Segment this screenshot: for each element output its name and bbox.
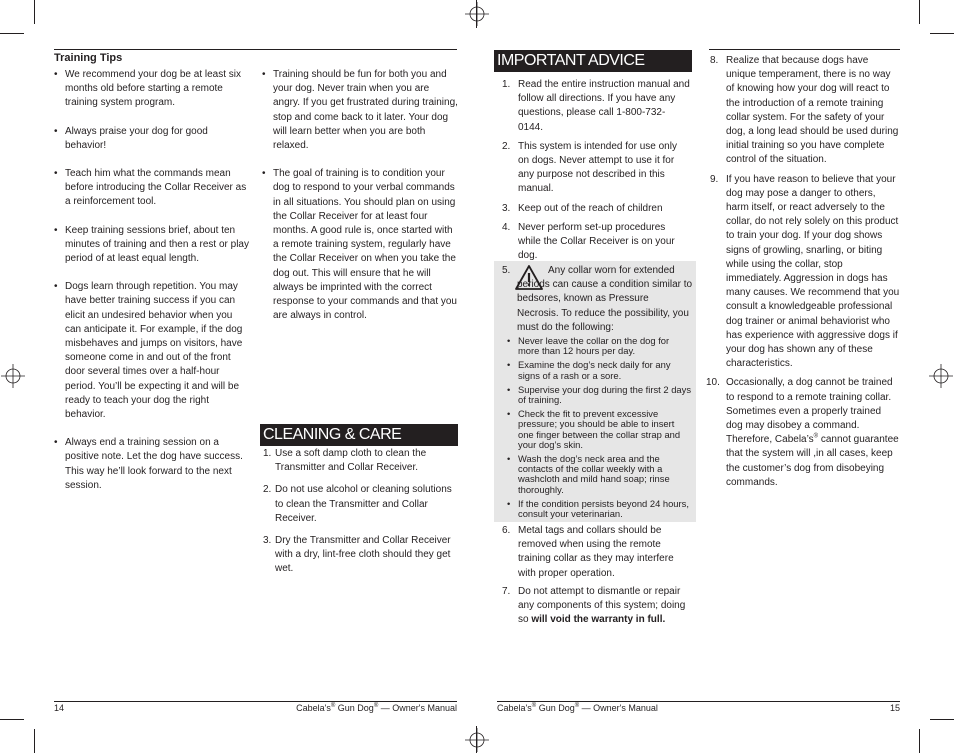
registered-mark: ®: [574, 703, 580, 709]
training-tips-heading: Training Tips: [54, 52, 123, 64]
item-number: 6.: [502, 525, 511, 536]
list-item: [263, 447, 458, 475]
crop-mark: [919, 729, 920, 753]
brand-name: Cabela's: [497, 703, 532, 713]
item-text: Never perform set-up procedures while the Collar Receiver is on your dog.: [518, 221, 675, 262]
item-text: This system is intended for use only on dogs. Never attempt to use it for any purpose not described in this manual.: [518, 140, 677, 195]
registered-mark: ®: [531, 703, 537, 709]
registration-mark-icon: [929, 364, 953, 388]
training-tips-column-2: [262, 68, 458, 323]
item-number: 3.: [502, 202, 511, 214]
warning-box: [494, 261, 696, 522]
list-item: • Teach him what the commands mean before introducing the Collar Receiver as a reinforcement tool.: [54, 167, 250, 210]
item-text: Occasionally, a dog cannot be trained to respond to a remote training collar. Sometimes even a properly trained dog may disobey a command. Therefore, Cabela’s: [726, 377, 893, 446]
warranty-warning: will void the warranty in full.: [531, 614, 666, 626]
item-text: Read the entire instruction manual and follow all directions. If you have any questions, please call 1-800-732-0144.: [518, 79, 690, 133]
list-item: [502, 202, 690, 216]
item-text: Do not attempt to dismantle or repair any components of this system; doing so: [518, 585, 686, 626]
training-tips-column-1: [54, 68, 250, 493]
item-number: 9.: [710, 173, 719, 185]
item-text: Metal tags and collars should be removed when using the remote training collar as they may interfere with proper operation.: [518, 525, 674, 579]
list-item: [502, 585, 690, 628]
list-item: [710, 173, 900, 372]
cleaning-care-heading: CLEANING & CARE: [260, 424, 458, 446]
list-item: [502, 524, 690, 581]
footer-rule: [54, 701, 457, 702]
manual-name: — Owner's Manual: [581, 703, 658, 713]
registered-mark: ®: [813, 433, 819, 440]
product-name: Gun Dog: [337, 703, 374, 713]
important-advice-heading: IMPORTANT ADVICE: [494, 50, 692, 72]
list-item: • Keep training sessions brief, about ten minutes of training and then a rest or play period of at least equal length.: [54, 224, 250, 267]
item-number: 7.: [502, 585, 511, 597]
list-item: • Training should be fun for both you and your dog. Never train when you are angry. If you get frustrated during training, stop and come back to it later. Your dog will learn better when you are both relaxed.: [262, 68, 458, 153]
list-item: [706, 376, 900, 490]
registration-mark-icon: [465, 2, 489, 26]
item-number: 10.: [706, 377, 720, 389]
list-item: • Supervise your dog during the first 2 days of training.: [507, 385, 691, 405]
crop-mark: [34, 729, 35, 753]
list-item: • The goal of training is to condition your dog to respond to your verbal commands in all situations. You should plan on using the Collar Receiver for at least four months. A good rule is, once started with a remote training system, regularly have the Collar Receiver on when you take the dog out. This will ensure that he will always be imprinted with the correct response to your commands and that you are always in control.: [262, 167, 458, 323]
list-item: [502, 78, 690, 135]
brand-name: Cabela's: [296, 703, 331, 713]
list-item: • Always end a training session on a positive note. Let the dog have success. This way he’ll look forward to the next session.: [54, 436, 250, 493]
crop-mark: [34, 0, 35, 24]
item-number: 5.: [502, 265, 511, 276]
advice-list-b: [502, 524, 690, 627]
list-item: • Never leave the collar on the dog for more than 12 hours per day.: [507, 336, 691, 356]
item-number: 1.: [263, 448, 272, 459]
item-text: Keep out of the reach of children: [518, 202, 663, 214]
list-item: • Wash the dog’s neck area and the contacts of the collar weekly with a washcloth and mild hand soap; rinse thoroughly.: [507, 454, 691, 495]
list-item: • Always praise your dog for good behavior!: [54, 125, 250, 153]
page-number: 15: [889, 703, 900, 713]
list-item: [502, 140, 690, 197]
list-item: [502, 221, 690, 264]
list-item: • If the condition persists beyond 24 hours, consult your veterinarian.: [507, 499, 691, 519]
item-number: 2.: [502, 140, 511, 152]
item-number: 3.: [263, 535, 272, 547]
item-text: If you have reason to believe that your dog may pose a danger to others, harm itself, or react adversely to the collar, do not rely solely on this product to train your dog. If your dog shows signs of growling, snarling, or biting while using the collar, stop immediately. Aggression in dogs has many causes. We recommend that you consult a knowledgeable professional dog trainer or animal behaviorist who has experience with aggressive dogs if your dog has shown any of these characteristics.: [726, 173, 900, 370]
advice-list-a: [502, 78, 690, 263]
item-number: 1.: [502, 79, 511, 90]
item-number: 2.: [263, 484, 272, 496]
item-number: 8.: [710, 55, 719, 66]
item-text: cannot guarantee that the system will ,in all cases, keep the customer’s dog from disobeying commands.: [726, 434, 899, 488]
item-text: Dry the Transmitter and Collar Receiver with a dry, lint-free cloth should they get wet.: [275, 535, 451, 575]
manual-name: — Owner's Manual: [380, 703, 457, 713]
list-item: [710, 54, 900, 168]
list-item: • We recommend your dog be at least six months old before starting a remote training system program.: [54, 68, 250, 111]
warning-text: Any collar worn for extended periods can cause a condition similar to bedsores, known as Pressure Necrosis. To reduce the possibility, you must do the following:: [517, 265, 693, 333]
top-rule: [54, 49, 457, 50]
footer-rule: [497, 701, 900, 702]
item-text: Do not use alcohol or cleaning solutions to clean the Transmitter and Collar Receiver.: [275, 484, 452, 524]
list-item: • Dogs learn through repetition. You may have better training success if you can elicit an undesired behavior when you can anticipate it. For example, if the dog misbehaves and jumps on visitors, have someone come in and out of the front door several times over a half-hour period. You’ll be expecting it and will be ready to teach your dog the right behavior.: [54, 280, 250, 422]
crop-mark: [0, 719, 24, 720]
crop-mark: [919, 0, 920, 24]
item-text: Realize that because dogs have unique temperament, there is no way of knowing how your dog will react to the introduction of a remote training collar system. For the safety of your dog, a long lead should be used during initial training so you have complete control of the situation.: [726, 55, 899, 166]
footer-title: [497, 703, 658, 714]
item-text: Use a soft damp cloth to clean the Transmitter and Collar Receiver.: [275, 448, 427, 474]
footer-title: [290, 703, 457, 714]
crop-mark: [0, 33, 24, 34]
warning-bullets: [507, 336, 691, 523]
item-number: 4.: [502, 221, 511, 233]
registered-mark: ®: [330, 703, 336, 709]
crop-mark: [930, 719, 954, 720]
advice-list-c: [706, 54, 900, 490]
page-number: 14: [54, 703, 65, 713]
registration-mark-icon: [465, 728, 489, 752]
list-item: • Examine the dog’s neck daily for any signs of a rash or a sore.: [507, 360, 691, 380]
cleaning-care-list: [263, 447, 458, 577]
product-name: Gun Dog: [538, 703, 575, 713]
list-item: • Check the fit to prevent excessive pressure; you should be able to insert one finger between the collar strap and your dog’s skin.: [507, 409, 691, 450]
list-item: [263, 483, 458, 526]
list-item: [263, 534, 458, 577]
crop-mark: [930, 33, 954, 34]
top-rule: [709, 49, 900, 50]
registration-mark-icon: [1, 364, 25, 388]
registered-mark: ®: [373, 703, 379, 709]
